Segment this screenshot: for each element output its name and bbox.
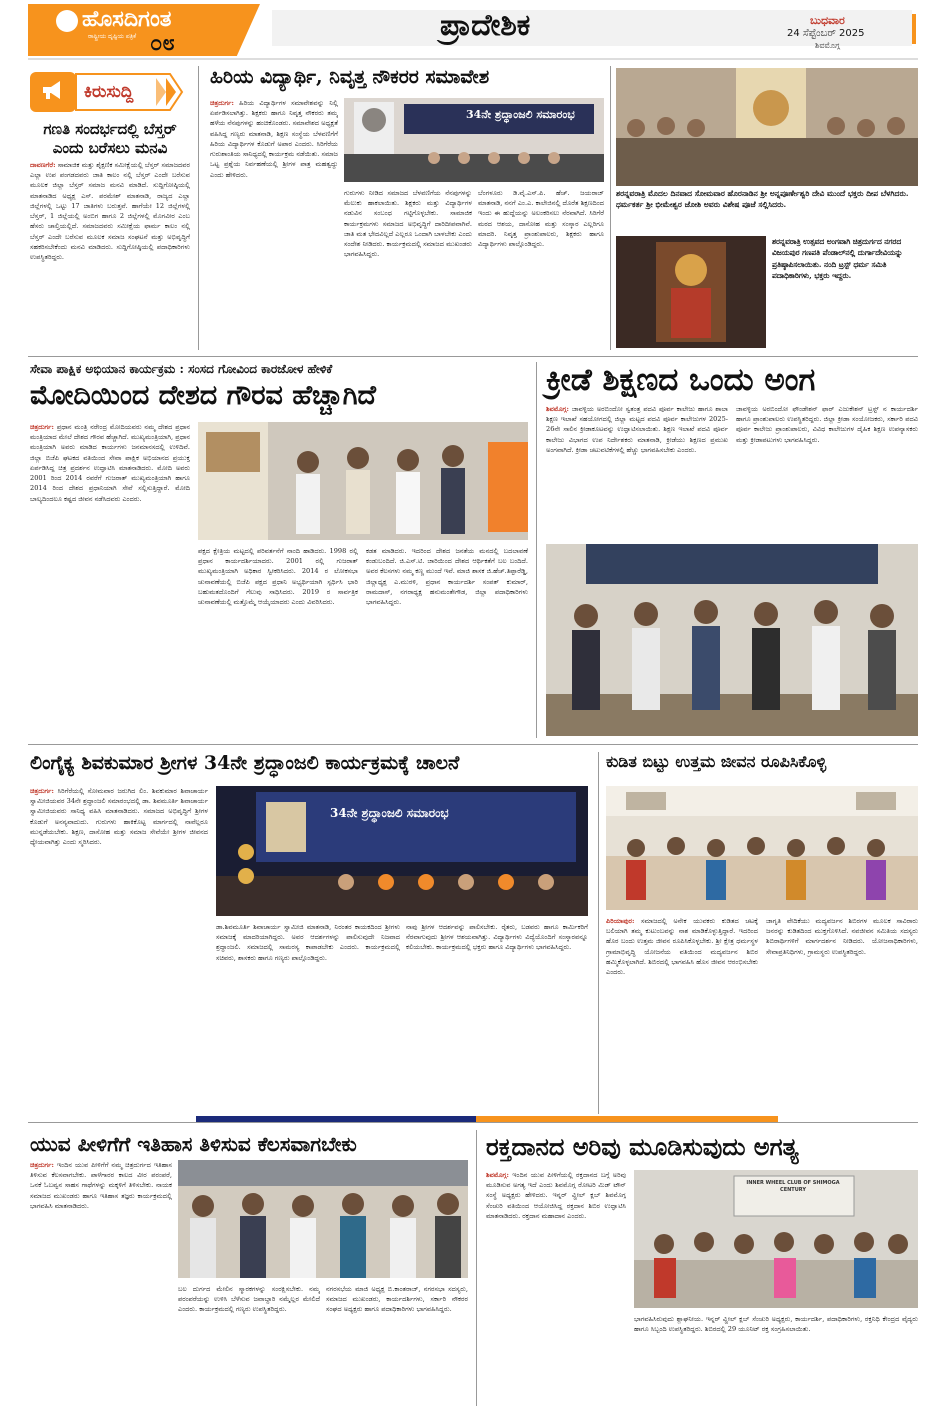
story6-headline: ಯುವ ಪೀಳಿಗೆಗೆ ಇತಿಹಾಸ ತಿಳಿಸುವ ಕೆಲಸವಾಗಬೇಕು (30, 1132, 357, 1156)
story5-photo-art (606, 786, 918, 910)
megaphone-icon (40, 78, 64, 102)
story3-byline: ಶಿವಮೊಗ್ಗ: (546, 405, 569, 413)
kiru-headline: ಗಣತಿ ಸಂದರ್ಭದಲ್ಲಿ ಬೆಸ್ತರ್ ಎಂದು ಬರೆಸಲು ಮನವಿ (43, 120, 177, 157)
story2-col2 (198, 546, 358, 736)
kiru-byline: ದಾವಣಗೆರೆ: (30, 161, 56, 169)
story4-photo-banner: 34ನೇ ಶ್ರದ್ಧಾಂಜಲಿ ಸಮಾರಂಭ (330, 806, 449, 820)
story3-col2 (736, 404, 918, 538)
story7-col2-text: ಭಾಗವಹಿಸಿರುವುದು ಶ್ಲಾಘನೀಯ. ಇನ್ನರ್ ವ್ಹೀಲ್ ಕ್ಲಬ್ ಸೆಂಚುರಿ ಅಧ್ಯಕ್ಷರು, ಕಾರ್ಯದರ್ಶಿ, ಪದಾಧಿಕಾರಿಗಳು, ರಕ್ತನಿಧಿ ಕೇಂದ್ರದ ವೈದ್ಯರು ಹಾಗೂ ಸಿಬ್ಬಂದಿ ಉಪಸ್ಥಿತರಿದ್ದರು. ಶಿಬಿರದಲ್ಲಿ 29 ಯೂನಿಟ್ ರಕ್ತ ಸಂಗ್ರಹಿಸಲಾಯಿತು. (634, 1315, 918, 1334)
story4-col1 (30, 786, 208, 1112)
story4-byline: ಚಿತ್ರದುರ್ಗ: (30, 787, 54, 795)
durga-photo (616, 236, 766, 348)
story2-headline: ಮೋದಿಯಿಂದ ದೇಶದ ಗೌರವ ಹೆಚ್ಚಾಗಿದೆ (30, 380, 376, 411)
story3-photo-art (546, 544, 918, 736)
newspaper-logo: ಹೊಸದಿಗಂತ (82, 6, 172, 32)
story1-col2-text: ಗುರುಗಳು ನೀಡಿದ ಸಮಾಜದ ಬೆಳವಣಿಗೆಯ ನೆನಪುಗಳನ್ನು ಮೆಲುಕು ಹಾಕಲಾಯಿತು. ಶಿಕ್ಷಕರು ಮತ್ತು ವಿದ್ಯಾರ್ಥಿಗಳ ನಡುವಿನ ಸಂಬಂಧ ಗಟ್ಟಿಗೊಳ್ಳಬೇಕು. ಸಾಮಾಜಿಕ ಕಾರ್ಯಕ್ರಮಗಳು ಸಮಾಜದ ಅಭಿವೃದ್ಧಿಗೆ ದಾರಿದೀಪವಾಗಿವೆ. ಜಾತಿ ಮತ ಭೇದವಿಲ್ಲದೆ ಎಲ್ಲರೂ ಒಂದಾಗಿ ಬಾಳಬೇಕು ಎಂದು ಸಂದೇಶ ನೀಡಿದರು. ಕಾರ್ಯಕ್ರಮದಲ್ಲಿ ಸಮಾಜದ ಮುಖಂಡರು ಭಾಗವಹಿಸಿದ್ದರು. (344, 189, 472, 259)
story7-col1 (486, 1170, 626, 1310)
temple-photo-art (616, 68, 918, 186)
story7-headline: ರಕ್ತದಾನದ ಅರಿವು ಮೂಡಿಸುವುದು ಅಗತ್ಯ (486, 1132, 799, 1161)
story5-col2-text: ಜಾಗೃತಿ ವೇದಿಕೆಯು ಮದ್ಯವರ್ಜನ ಶಿಬಿರಗಳ ಮೂಲಕ ಸಾವಿರಾರು ಜನರನ್ನು ಕುಡಿತದಿಂದ ಮುಕ್ತಗೊಳಿಸಿದೆ. ನವಜೀವನ ಸಮಿತಿಯ ಸದಸ್ಯರು ಶಿಬಿರಾರ್ಥಿಗಳಿಗೆ ಮಾರ್ಗದರ್ಶನ ನೀಡಿದರು. ಯೋಜನಾಧಿಕಾರಿಗಳು, ಸೇವಾಪ್ರತಿನಿಧಿಗಳು, ಗ್ರಾಮಸ್ಥರು ಉಪಸ್ಥಿತರಿದ್ದರು. (766, 917, 918, 956)
durga-photo-art (616, 236, 766, 348)
page-number: ೦೮ (150, 30, 175, 56)
masthead-rule (28, 58, 918, 60)
story1-headline: ಹಿರಿಯ ವಿದ್ಯಾರ್ಥಿ, ನಿವೃತ್ತ ನೌಕರರ ಸಮಾವೇಶ (210, 66, 490, 88)
story4-col3 (406, 922, 588, 1112)
story5-col2 (766, 916, 918, 1112)
temple-photo (616, 68, 918, 186)
temple-caption: ಶರನ್ನವರಾತ್ರಿ ಮೊದಲ ದಿನವಾದ ಸೋಮವಾರ ಹೊರನಾಡಿನ ಶ್ರೀ ಅನ್ನಪೂರ್ಣೇಶ್ವರಿ ದೇವಿ ಮುಂದೆ ಭಕ್ತರು ದೀಪ ಬೆಳಗಿದರು. ಧರ್ಮಕರ್ತ ಶ್ರೀ ಭೀಮೇಶ್ವರ ಜೋಶಿ ಅವರು ವಿಶೇಷ ಪೂಜೆ ಸಲ್ಲಿಸಿದರು. (616, 189, 909, 209)
story3-headline: ಕ್ರೀಡೆ ಶಿಕ್ಷಣದ ಒಂದು ಅಂಗ (546, 362, 816, 398)
story3-col1 (546, 404, 728, 538)
section-rule (28, 744, 918, 745)
section-rule (28, 356, 918, 357)
story2-col2-text: ಪಕ್ಷದ ಕ್ಷೇತ್ರಿಯ ಮಟ್ಟದಲ್ಲಿ ಪರಿವರ್ತನೆಗೆ ನಾಂದಿ ಹಾಡಿದರು. 1998 ರಲ್ಲಿ ಪ್ರಧಾನ ಕಾರ್ಯದರ್ಶಿಯಾದರು. 2001 ರಲ್ಲಿ ಗುಜರಾತ್ ಮುಖ್ಯಮಂತ್ರಿಯಾಗಿ ಅಧಿಕಾರ ಸ್ವೀಕರಿಸಿದರು. 2014 ರ ಲೋಕಸಭಾ ಚುನಾವಣೆಯಲ್ಲಿ ಬಿಜೆಪಿ ಪಕ್ಷದ ಪ್ರಧಾನಿ ಅಭ್ಯರ್ಥಿಯಾಗಿ ಸ್ಪರ್ಧಿಸಿ ಭಾರಿ ಬಹುಮತದೊಂದಿಗೆ ಗೆಲುವು ಸಾಧಿಸಿದರು. 2019 ರ ಸಾರ್ವತ್ರಿಕ ಚುನಾವಣೆಯಲ್ಲಿ ಮತ್ತೊಮ್ಮೆ ಆಯ್ಕೆಯಾದರು ಎಂದು ವಿವರಿಸಿದರು. (198, 547, 358, 607)
story7-byline: ಶಿವಮೊಗ್ಗ: (486, 1171, 509, 1179)
story6-col1 (30, 1160, 172, 1406)
edition-city: ಶಿವಮೊಗ್ಗ (815, 41, 840, 50)
durga-caption: ಶರನ್ನವರಾತ್ರಿ ಉತ್ಸವದ ಅಂಗವಾಗಿ ಚಿತ್ರದುರ್ಗದ ನಗರದ ವಿಜಯಪುರ ಗಣಪತಿ ಪೆಂಡಾಲ್‌ನಲ್ಲಿ ದುರ್ಗಾದೇವಿಯನ್ನು ಪ್ರತಿಷ್ಠಾಪಿಸಲಾಯಿತು. ನಂದಿ ಟ್ರಸ್ಟ್ ಧರ್ಮ ಸಮಿತಿ ಪದಾಧಿಕಾರಿಗಳು, ಭಕ್ತರು ಇದ್ದರು. (772, 237, 903, 281)
story4-col3-text: ನಾವು ಶ್ರೀಗಳ ಆದರ್ಶವನ್ನು ಪಾಲಿಸಬೇಕು. ರೈತರು, ಬಡವರು ಹಾಗೂ ಕಾರ್ಮಿಕರಿಗೆ ನೆರವಾಗುವುದು ಶ್ರೀಗಳ ಆಶಯವಾಗಿತ್ತು. ವಿದ್ಯಾರ್ಥಿಗಳು ವಿದ್ಯೆಯೊಂದಿಗೆ ಸಂಸ್ಕಾರವನ್ನೂ ಕಲಿಯಬೇಕು. ಕಾರ್ಯಕ್ರಮದಲ್ಲಿ ಭಕ್ತರು ಹಾಗೂ ವಿದ್ಯಾರ್ಥಿಗಳು ಭಾಗವಹಿಸಿದ್ದರು. (406, 923, 588, 952)
story6-col1-text: ಇಂದಿನ ಯುವ ಪೀಳಿಗೆಗೆ ನಮ್ಮ ಚಿತ್ರದುರ್ಗದ ಇತಿಹಾಸ ತಿಳಿಸುವ ಕೆಲಸವಾಗಬೇಕು. ಪಾಳೆಗಾರರ ಕಾಲದ ವೀರ ಪರಂಪರೆ, ಒನಕೆ ಓಬವ್ವನ ಸಾಹಸ ಗಾಥೆಗಳನ್ನು ಮಕ್ಕಳಿಗೆ ತಿಳಿಸಬೇಕು. ನಾಯಕ ಸಮಾಜದ ಮುಖಂಡರು ಹಾಗೂ ಇತಿಹಾಸ ತಜ್ಞರು ಕಾರ್ಯಕ್ರಮದಲ್ಲಿ ಭಾಗವಹಿಸಿ ಮಾತನಾಡಿದರು. (30, 1161, 172, 1210)
story3-col1-text: ಜಾವಳ್ಳಿಯ ಅರಬಿಂದೋ ಸ್ವತಂತ್ರ ಪದವಿ ಪೂರ್ವ ಕಾಲೇಜು ಹಾಗೂ ಶಾಲಾ ಶಿಕ್ಷಣ ಇಲಾಖೆ ಸಹಯೋಗದಲ್ಲಿ ಜಿಲ್ಲಾ ಮಟ್ಟದ ಪದವಿ ಪೂರ್ವ ಕಾಲೇಜುಗಳ 2025-26ನೇ ಸಾಲಿನ ಕ್ರೀಡಾಕೂಟವನ್ನು ಉದ್ಘಾಟಿಸಲಾಯಿತು. ಶಿಕ್ಷಣ ಇಲಾಖೆ ಪದವಿ ಪೂರ್ವ ಕಾಲೇಜು ವಿಭಾಗದ ಉಪ ನಿರ್ದೇಶಕರು ಮಾತನಾಡಿ, ಕ್ರೀಡೆಯು ಶಿಕ್ಷಣದ ಪ್ರಮುಖ ಅಂಗವಾಗಿದೆ. ಕ್ರೀಡಾ ಚಟುವಟಿಕೆಗಳಲ್ಲಿ ಹೆಚ್ಚು ಭಾಗವಹಿಸಬೇಕು ಎಂದರು. (546, 405, 728, 454)
story4-col1-text: ಸಿರಿಗೆರೆಯಲ್ಲಿ ಸೋಮವಾರ ಜರುಗಿದ ಲಿಂ. ಶಿವಕುಮಾರ ಶಿವಾಚಾರ್ಯ ಸ್ವಾಮೀಜಿಯವರ 34ನೇ ಶ್ರದ್ಧಾಂಜಲಿ ಸಮಾರಂಭದಲ್ಲಿ ಡಾ. ಶಿವಮೂರ್ತಿ ಶಿವಾಚಾರ್ಯ ಸ್ವಾಮೀಜಿಯವರು ಸಾನಿಧ್ಯ ವಹಿಸಿ ಮಾತನಾಡಿದರು. ಸಮಾಜದ ಅಭಿವೃದ್ಧಿಗೆ ಶ್ರೀಗಳ ಕೊಡುಗೆ ಅನನ್ಯವಾದುದು. ಗುರುಗಳು ಹಾಕಿಕೊಟ್ಟ ಮಾರ್ಗದಲ್ಲಿ ನಾವೆಲ್ಲರೂ ಮುನ್ನಡೆಯಬೇಕು. ಶಿಕ್ಷಣ, ದಾಸೋಹ ಮತ್ತು ಸಮಾಜ ಸೇವೆಯೇ ಶ್ರೀಗಳ ಜೀವನದ ಧ್ಯೇಯವಾಗಿತ್ತು ಎಂದು ಸ್ಮರಿಸಿದರು. (30, 787, 208, 847)
story6-col2-text: ಬಲ ದುರ್ಗದ ಮೇಲಿನ ಸ್ಮಾರಕಗಳನ್ನು ಸಂರಕ್ಷಿಸಬೇಕು. ನಮ್ಮ ಪರಂಪರೆಯನ್ನು ಉಳಿಸಿ ಬೆಳೆಸುವ ಜವಾಬ್ದಾರಿ ನಮ್ಮೆಲ್ಲರ ಮೇಲಿದೆ ಎಂದರು. ಕಾರ್ಯಕ್ರಮದಲ್ಲಿ ಗಣ್ಯರು ಉಪಸ್ಥಿತರಿದ್ದರು. (178, 1285, 320, 1314)
column-divider (598, 752, 599, 1114)
story5-byline: ಪಿರಿಯಾಪುರ: (606, 917, 635, 925)
kiru-text: ಸಾಮಾಜಿಕ ಮತ್ತು ಶೈಕ್ಷಣಿಕ ಸಮೀಕ್ಷೆಯಲ್ಲಿ ಬೆಸ್ತರ್ ಸಮಾಜದವರ ಎಲ್ಲಾ ಉಪ ಪಂಗಡದವರು ಜಾತಿ ಕಾಲಂ ನಲ್ಲಿ ಬೆಸ್ತರ್ ಎಂದೇ ಬರೆಸುವ ಮೂಲಕ ಜಿಲ್ಲಾ ಬೆಸ್ತರ್ ಸಮಾಜ ಮನವಿ ಮಾಡಿದೆ. ಸುದ್ದಿಗೋಷ್ಠಿಯಲ್ಲಿ ಮಾತನಾಡಿದ ಅಧ್ಯಕ್ಷ ಎಸ್. ಪರಮೇಶ್ ಮಾತನಾಡಿ, ರಾಜ್ಯದ ಎಲ್ಲಾ ಜಿಲ್ಲೆಗಳಲ್ಲಿ ಒಟ್ಟು 17 ಜಾತಿಗಳು ಬರುತ್ತವೆ. ಹಾಗೆಯೇ 12 ಜಿಲ್ಲೆಗಳಲ್ಲಿ ಬೆಸ್ತರ್, 1 ಜಿಲ್ಲೆಯಲ್ಲಿ ಅಂಬಿಗ ಹಾಗೂ 2 ಜಿಲ್ಲೆಗಳಲ್ಲಿ ಮೊಗವೀರ ಎಂಬ ಹೆಸರು ಚಾಲ್ತಿಯಲ್ಲಿದೆ. ಸಮಾಜದವರು ಸಮೀಕ್ಷೆಯ ಫಾರ್ಮ ಕಾಲಂ ನಲ್ಲಿ ಬೆಸ್ತರ್ ಎಂದೇ ಬರೆಸುವ ಮೂಲಕ ಸಮಾಜ ಸಂಘಟನೆ ಮತ್ತು ಅಭಿವೃದ್ಧಿಗೆ ಸಹಕರಿಸಬೇಕೆಂದು ಮನವಿ ಮಾಡಿದರು. ಸುದ್ದಿಗೋಷ್ಠಿಯಲ್ಲಿ ಪದಾಧಿಕಾರಿಗಳು ಉಪಸ್ಥಿತರಿದ್ದರು. (30, 161, 190, 261)
story7-photo-banner: INNER WHEEL CLUB OF SHIMOGA CENTURY (746, 1180, 840, 1193)
story5-col1-text: ಸಮಾಜದಲ್ಲಿ ಅನೇಕ ಯುವಕರು ಕುಡಿತದ ಚಟಕ್ಕೆ ಬಲಿಯಾಗಿ ತಮ್ಮ ಕುಟುಂಬವನ್ನು ನಾಶ ಮಾಡಿಕೊಳ್ಳುತ್ತಿದ್ದಾರೆ. ಇದರಿಂದ ಹೊರ ಬಂದು ಉತ್ತಮ ಜೀವನ ರೂಪಿಸಿಕೊಳ್ಳಬೇಕು. ಶ್ರೀ ಕ್ಷೇತ್ರ ಧರ್ಮಸ್ಥಳ ಗ್ರಾಮಾಭಿವೃದ್ಧಿ ಯೋಜನೆಯ ವತಿಯಿಂದ ಮದ್ಯವರ್ಜನ ಶಿಬಿರ ಹಮ್ಮಿಕೊಳ್ಳಲಾಗಿದೆ. ಶಿಬಿರದಲ್ಲಿ ಭಾಗವಹಿಸಿ ಹೊಸ ಜೀವನ ಆರಂಭಿಸಬೇಕು ಎಂದರು. (606, 917, 758, 977)
story2-col3-text: ಕಡತ ಮಾಡಿದರು. ಇದರಿಂದ ದೇಶದ ಜನತೆಯ ಮನದಲ್ಲಿ ಬದಲಾವಣೆ ಕಂಡುಬಂದಿದೆ. ಜಿ.ಎಸ್.ಟಿ. ಜಾರಿಯಿಂದ ದೇಶದ ಆರ್ಥಿಕತೆಗೆ ಬಲ ಬಂದಿದೆ. ಅವರ ಕೆಲಸಗಳು ನಮ್ಮ ಕಣ್ಣ ಮುಂದೆ ಇವೆ. ಮಾಜಿ ಶಾಸಕ ಜಿ.ಹೆಚ್.ತಿಪ್ಪಾರೆಡ್ಡಿ, ಜಿಲ್ಲಾಧ್ಯಕ್ಷ ಎ.ಮುರಳಿ, ಪ್ರಧಾನ ಕಾರ್ಯದರ್ಶಿ ಸಂಪತ್ ಕುಮಾರ್, ರಾಮದಾಸ್, ನಗರಾಧ್ಯಕ್ಷ ಹನುಮಂತೇಗೌಡ, ಜಿಲ್ಲಾ ಪದಾಧಿಕಾರಿಗಳು ಭಾಗವಹಿಸಿದ್ದರು. (366, 547, 528, 607)
story2-col3 (366, 546, 528, 736)
story7-col2 (634, 1314, 918, 1406)
story1-col2 (344, 188, 472, 346)
section-title: ಪ್ರಾದೇಶಿಕ (440, 8, 531, 43)
column-divider (198, 66, 199, 350)
story4-col2-text: ಡಾ.ಶಿವಮೂರ್ತಿ ಶಿವಾಚಾರ್ಯ ಸ್ವಾಮೀಜಿ ಮಾತನಾಡಿ, ನಿರಂತರ ಕಾಯಕದಿಂದ ಶ್ರೀಗಳು ಸಮಾಜಕ್ಕೆ ಮಾದರಿಯಾಗಿದ್ದರು. ಅವರ ಆದರ್ಶಗಳನ್ನು ಪಾಲಿಸುವುದೇ ನಿಜವಾದ ಶ್ರದ್ಧಾಂಜಲಿ. ಸಮಾಜದಲ್ಲಿ ಸಾಮರಸ್ಯ ಕಾಪಾಡಬೇಕು ಎಂದರು. ಕಾರ್ಯಕ್ರಮದಲ್ಲಿ ಸಚಿವರು, ಶಾಸಕರು ಹಾಗೂ ಗಣ್ಯರು ಪಾಲ್ಗೊಂಡಿದ್ದರು. (216, 923, 400, 962)
column-divider (610, 66, 611, 350)
story1-col1 (210, 98, 338, 346)
story1-col3 (478, 188, 604, 346)
kiru-suddi-label: ಕಿರುಸುದ್ದಿ (84, 82, 134, 102)
story6-col2 (178, 1284, 320, 1406)
story5-headline: ಕುಡಿತ ಬಿಟ್ಟು ಉತ್ತಮ ಜೀವನ ರೂಪಿಸಿಕೊಳ್ಳಿ (606, 752, 827, 771)
story2-col1 (30, 422, 190, 736)
story4-col2 (216, 922, 400, 1112)
logo-emblem-icon (56, 10, 78, 32)
story5-photo (606, 786, 918, 910)
story2-byline: ಚಿತ್ರದುರ್ಗ: (30, 423, 54, 431)
story1-byline: ಚಿತ್ರದುರ್ಗ: (210, 99, 234, 107)
story2-kicker: ಸೇವಾ ಪಾಕ್ಷಿಕ ಅಭಿಯಾನ ಕಾರ್ಯಕ್ರಮ : ಸಂಸದ ಗೋವಿಂದ ಕಾರಜೋಳ ಹೇಳಿಕೆ (30, 362, 333, 376)
story2-col1-text: ಪ್ರಧಾನ ಮಂತ್ರಿ ನರೇಂದ್ರ ಮೋದಿಯವರು ನಮ್ಮ ದೇಶದ ಪ್ರಧಾನ ಮಂತ್ರಿಯಾದ ಮೇಲೆ ದೇಶದ ಗೌರವ ಹೆಚ್ಚಾಗಿದೆ. ಮುಖ್ಯಮಂತ್ರಿಯಾಗಿ, ಪ್ರಧಾನ ಮಂತ್ರಿಯಾಗಿ ಅವರು ಮಾಡಿದ ಕಾರ್ಯಗಳು ಜನಮಾನಸದಲ್ಲಿ ಉಳಿದಿವೆ. ಜಿಲ್ಲಾ ಬಿಜೆಪಿ ಘಟಕದ ವತಿಯಿಂದ ಸೇವಾ ಪಾಕ್ಷಿಕ ಅಭಿಯಾನದ ಪ್ರಯುಕ್ತ ಏರ್ಪಡಿಸಿದ್ದ ಚಿತ್ರ ಪ್ರದರ್ಶನ ಉದ್ಘಾಟಿಸಿ ಮಾತನಾಡಿದರು. ಮೋದಿ ಅವರು 2001 ರಿಂದ 2014 ರವರೆಗೆ ಗುಜರಾತ್ ಮುಖ್ಯಮಂತ್ರಿಯಾಗಿ ಹಾಗೂ 2014 ರಿಂದ ದೇಶದ ಪ್ರಧಾನಿಯಾಗಿ ಸೇವೆ ಸಲ್ಲಿಸುತ್ತಿದ್ದಾರೆ. ಮೋದಿ ಬಾಲ್ಯದಿಂದಲೂ ಕಷ್ಟದ ಜೀವನ ನಡೆಸಿದವರು ಎಂದರು. (30, 423, 190, 503)
story6-col3-text: ನಗರಸಭೆಯ ಮಾಜಿ ಅಧ್ಯಕ್ಷ ಬಿ.ಕಾಂತರಾಜ್, ನಗರಸಭಾ ಸದಸ್ಯರು, ಸಮಾಜದ ಮುಖಂಡರು, ಕಾರ್ಯದರ್ಶಿಗಳು, ಸರ್ಕಾರಿ ನೌಕರರ ಸಂಘದ ಅಧ್ಯಕ್ಷರು ಹಾಗೂ ಪದಾಧಿಕಾರಿಗಳು ಭಾಗವಹಿಸಿದ್ದರು. (326, 1285, 468, 1314)
story6-col3 (326, 1284, 468, 1406)
kiru-body (30, 160, 190, 350)
story3-photo (546, 544, 918, 736)
logo-tagline: ರಾಷ್ಟ್ರೀಯ ದೃಷ್ಟಿಯ ಪತ್ರಿಕೆ (88, 33, 137, 40)
story6-photo-art (178, 1160, 468, 1278)
column-divider (476, 1130, 477, 1406)
story4-headline: ಲಿಂಗೈಕ್ಯ ಶಿವಕುಮಾರ ಶ್ರೀಗಳ 34ನೇ ಶ್ರದ್ಧಾಂಜಲಿ ಕಾರ್ಯಕ್ರಮಕ್ಕೆ ಚಾಲನೆ (30, 752, 460, 774)
story2-photo-art (198, 422, 528, 540)
section-rule (28, 1122, 918, 1123)
column-divider (536, 362, 537, 738)
story7-col1-text: ಇಂದಿನ ಯುವ ಪೀಳಿಗೆಯಲ್ಲಿ ರಕ್ತದಾನದ ಬಗ್ಗೆ ಅರಿವು ಮೂಡಿಸುವ ಅಗತ್ಯ ಇದೆ ಎಂದು ಶಿವಮೊಗ್ಗ ರೋಟರಿ ಮಿಡ್ ಟೌನ್ ಸಂಸ್ಥೆ ಅಧ್ಯಕ್ಷರು ಹೇಳಿದರು. ಇನ್ನರ್ ವ್ಹೀಲ್ ಕ್ಲಬ್ ಶಿವಮೊಗ್ಗ ಸೆಂಚುರಿ ವತಿಯಿಂದ ಆಯೋಜಿಸಿದ್ದ ರಕ್ತದಾನ ಶಿಬಿರ ಉದ್ಘಾಟಿಸಿ ಮಾತನಾಡಿದರು. ರಕ್ತದಾನ ಮಹಾದಾನ ಎಂದರು. (486, 1171, 626, 1220)
story2-photo (198, 422, 528, 540)
masthead-accent (912, 14, 916, 44)
issue-date: 24 ಸೆಪ್ಟೆಂಬರ್ 2025 (787, 28, 865, 39)
issue-day: ಬುಧವಾರ (810, 14, 845, 27)
story6-photo (178, 1160, 468, 1278)
story3-col2-text: ಜಾವಳ್ಳಿಯ ಅರಬಿಂದೋ ಫೌಂಡೇಶನ್ ಫಾರ್ ಎಜುಕೇಶನ್ ಟ್ರಸ್ಟ್ ನ ಕಾರ್ಯದರ್ಶಿ ಹಾಗೂ ಪ್ರಾಂಶುಪಾಲರು ಉಪಸ್ಥಿತರಿದ್ದರು. ಜಿಲ್ಲಾ ಕ್ರೀಡಾ ಸಂಯೋಜಕರು, ಸರ್ಕಾರಿ ಪದವಿ ಪೂರ್ವ ಕಾಲೇಜು ಪ್ರಾಂಶುಪಾಲರು, ವಿವಿಧ ಕಾಲೇಜುಗಳ ದೈಹಿಕ ಶಿಕ್ಷಣ ಉಪನ್ಯಾಸಕರು ಮತ್ತು ಕ್ರೀಡಾಪಟುಗಳು ಭಾಗವಹಿಸಿದ್ದರು. (736, 405, 918, 444)
story1-col1-text: ಹಿರಿಯ ವಿದ್ಯಾರ್ಥಿಗಳ ಸಮಾವೇಶವನ್ನು ನಿಲ್ಲಿ ಏರ್ಪಡಿಸಲಾಗಿತ್ತು. ಶಿಕ್ಷಕರು ಹಾಗೂ ನಿವೃತ್ತ ನೌಕರರು ತಮ್ಮ ಹಳೆಯ ನೆನಪುಗಳನ್ನು ಹಂಚಿಕೊಂಡರು. ಸಮಾವೇಶದ ಅಧ್ಯಕ್ಷತೆ ವಹಿಸಿದ್ದ ಗಣ್ಯರು ಮಾತನಾಡಿ, ಶಿಕ್ಷಣ ಸಂಸ್ಥೆಯ ಬೆಳವಣಿಗೆಗೆ ಹಿರಿಯ ವಿದ್ಯಾರ್ಥಿಗಳ ಕೊಡುಗೆ ಅಪಾರ ಎಂದರು. ಸಿರಿಗೆರೆಯ ಗುರುಶಾಂತಿಯ ಸಾನಿಧ್ಯದಲ್ಲಿ ಕಾರ್ಯಕ್ರಮ ನಡೆಯಿತು. ಸಮಾಜ ಒಟ್ಟ ಪ್ರಶ್ನೆಯ ನಿರ್ವಹಣೆಯಲ್ಲಿ ಶ್ರೀಗಳ ಪಾತ್ರ ಮಹತ್ವದ್ದು ಎಂದು ಹೇಳಿದರು. (210, 99, 338, 179)
story1-col3-text: ಬೆಂಗಳೂರು ಡಿ.ವೈ.ಎಸ್.ಪಿ. ಹೆಚ್. ಜಯರಾಜ್ ಮಾತನಾಡಿ, ನನಗೆ ಎಂ.ಎ. ಕಾಲೇಜಿನಲ್ಲಿ ದೊರೆತ ಶಿಕ್ಷಣದಿಂದ ಇಂದು ಈ ಹುದ್ದೆಯನ್ನು ಅಲಂಕರಿಸಲು ನೆರವಾಗಿದೆ. ಸಿರಿಗೆರೆ ಮಠದ ಆಶಯ, ದಾಸೋಹ ಮತ್ತು ಸಂಸ್ಕಾರ ಎಲ್ಲರಿಗೂ ಮಾದರಿ. ನಿವೃತ್ತ ಪ್ರಾಂಶುಪಾಲರು, ಶಿಕ್ಷಕರು ಹಾಗೂ ವಿದ್ಯಾರ್ಥಿಗಳು ಪಾಲ್ಗೊಂಡಿದ್ದರು. (478, 189, 604, 249)
story6-byline: ಚಿತ್ರದುರ್ಗ: (30, 1161, 54, 1169)
story5-col1 (606, 916, 758, 1112)
story1-photo-banner: 34ನೇ ಶ್ರದ್ಧಾಂಜಲಿ ಸಮಾರಂಭ (466, 108, 575, 121)
